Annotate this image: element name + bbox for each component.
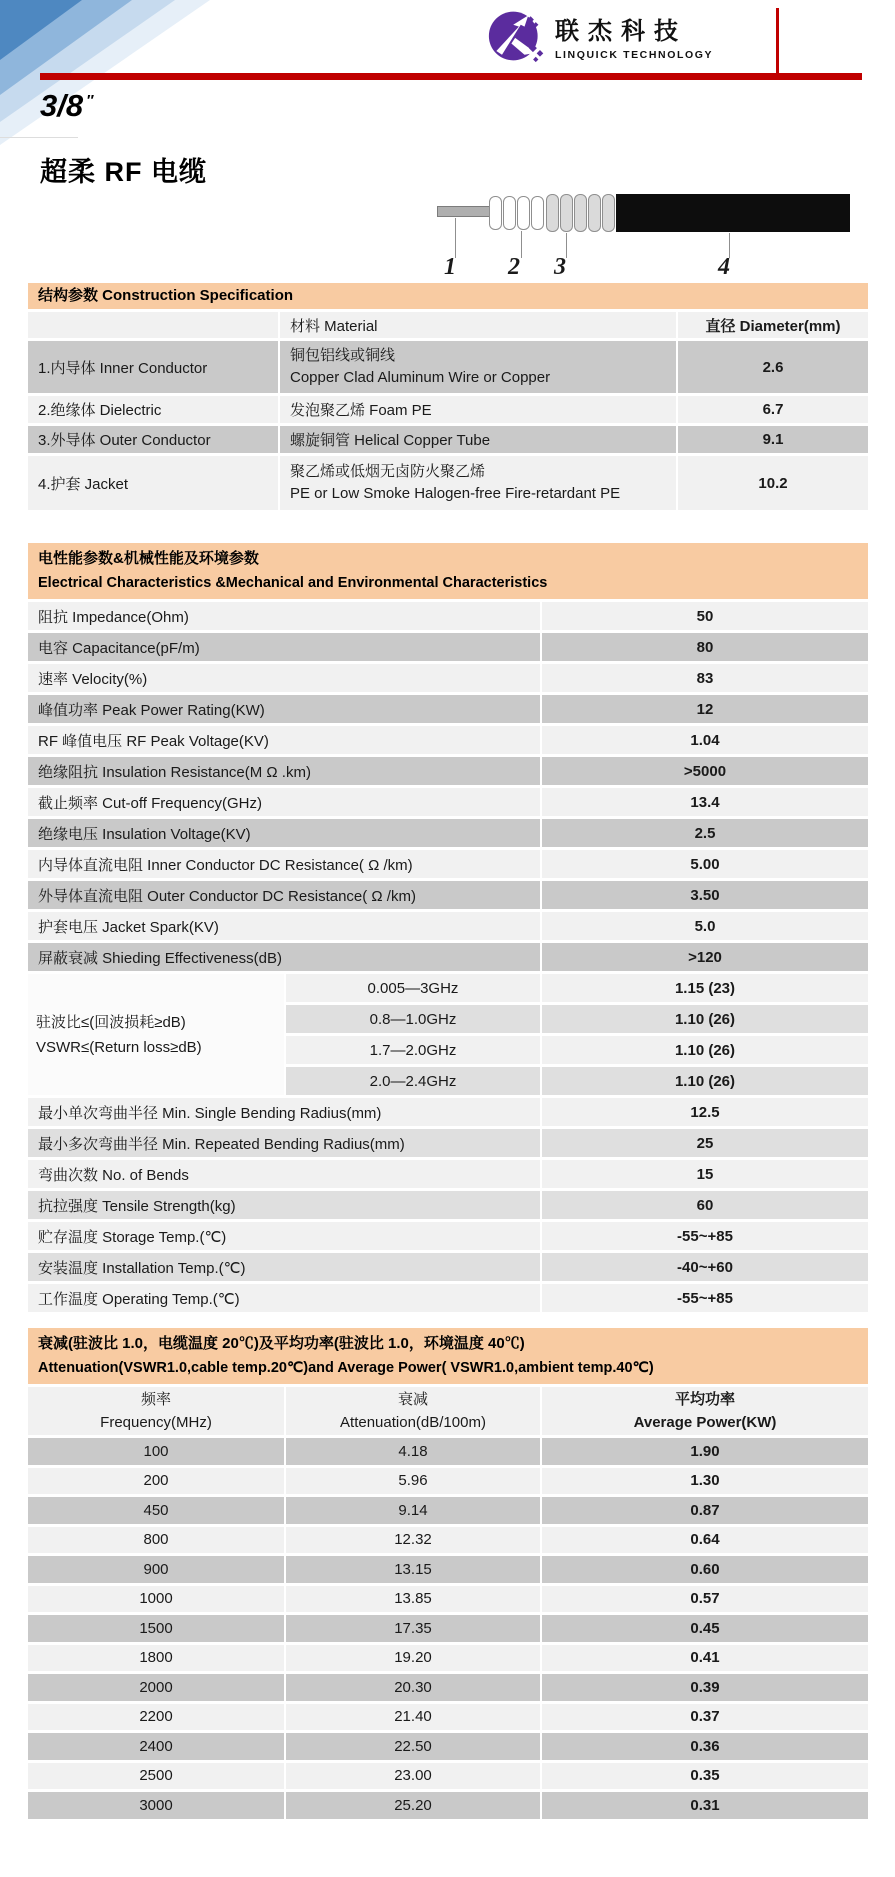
power-value: 0.37: [542, 1704, 868, 1731]
part-diameter: 6.7: [678, 396, 868, 423]
table-row: [28, 664, 868, 692]
vswr-value: 1.15 (23): [542, 974, 868, 1002]
cable-diagram: [0, 0, 895, 290]
spec-label: 峰值功率 Peak Power Rating(KW): [28, 695, 540, 723]
power-value: 0.35: [542, 1763, 868, 1790]
table-row: [28, 1222, 868, 1250]
part-number-label: 1: [444, 254, 456, 280]
attenuation-value: 9.14: [286, 1497, 540, 1524]
spec-label: 工作温度 Operating Temp.(℃): [28, 1284, 540, 1312]
table-row: [28, 1763, 868, 1790]
attenuation-value: 20.30: [286, 1674, 540, 1701]
table-row: [28, 602, 868, 630]
spec-value: >5000: [542, 757, 868, 785]
power-value: 0.41: [542, 1645, 868, 1672]
vswr-value: 1.10 (26): [542, 1067, 868, 1095]
table-row: [28, 426, 868, 453]
power-value: 0.45: [542, 1615, 868, 1642]
attenuation-value: 22.50: [286, 1733, 540, 1760]
frequency-value: 200: [28, 1468, 284, 1495]
part-diameter: 9.1: [678, 426, 868, 453]
spec-value: 5.00: [542, 850, 868, 878]
section-title-en: Attenuation(VSWR1.0,cable temp.20℃)and Average Power( VSWR1.0,ambient temp.40℃): [38, 1360, 654, 1376]
table-row: [28, 1284, 868, 1312]
vswr-label-cn: 驻波比≤(回波损耗≥dB): [36, 1013, 186, 1031]
section-title: 结构参数 Construction Specification: [38, 287, 294, 304]
table-row: [28, 1704, 868, 1731]
attenuation-table: [28, 1328, 868, 1822]
table-row: [28, 912, 868, 940]
spec-value: >120: [542, 943, 868, 971]
spec-value: -55~+85: [542, 1222, 868, 1250]
spec-label: 弯曲次数 No. of Bends: [28, 1160, 540, 1188]
spec-label: 绝缘电压 Insulation Voltage(KV): [28, 819, 540, 847]
electrical-section-header: [28, 543, 868, 599]
table-row: [28, 1674, 868, 1701]
outer-conductor-graphic: [546, 194, 615, 232]
diameter-column-header: 直径 Diameter(mm): [678, 312, 868, 338]
table-row: [28, 1733, 868, 1760]
spec-label: 安装温度 Installation Temp.(℃): [28, 1253, 540, 1281]
table-row: [28, 757, 868, 785]
attenuation-value: 5.96: [286, 1468, 540, 1495]
spec-label: 贮存温度 Storage Temp.(℃): [28, 1222, 540, 1250]
part-material: 螺旋铜管 Helical Copper Tube: [280, 426, 676, 453]
dielectric-graphic: [489, 196, 544, 230]
spec-label: 速率 Velocity(%): [28, 664, 540, 692]
power-value: 0.57: [542, 1586, 868, 1613]
power-column-header: [542, 1387, 868, 1435]
vswr-label: [28, 974, 284, 1095]
table-row: [28, 695, 868, 723]
construction-table: [28, 283, 868, 513]
table-row: [28, 850, 868, 878]
spec-value: 12: [542, 695, 868, 723]
frequency-value: 1800: [28, 1645, 284, 1672]
part-material: [280, 341, 676, 393]
power-value: 1.30: [542, 1468, 868, 1495]
attenuation-value: 17.35: [286, 1615, 540, 1642]
part-name: 4.护套 Jacket: [28, 456, 278, 510]
attenuation-value: 21.40: [286, 1704, 540, 1731]
part-diameter: 2.6: [678, 341, 868, 393]
power-value: 0.39: [542, 1674, 868, 1701]
table-row: [28, 1615, 868, 1642]
spec-label: 屏蔽衰减 Shieding Effectiveness(dB): [28, 943, 540, 971]
attenuation-value: 19.20: [286, 1645, 540, 1672]
table-row: [28, 456, 868, 510]
frequency-value: 3000: [28, 1792, 284, 1819]
table-row: [28, 881, 868, 909]
part-number-label: 3: [554, 254, 566, 280]
construction-section-header: [28, 283, 868, 309]
spec-label: 绝缘阻抗 Insulation Resistance(M Ω .km): [28, 757, 540, 785]
table-row: [28, 943, 868, 971]
material-cn: 聚乙烯或低烟无卤防火聚乙烯: [290, 463, 486, 480]
jacket-graphic: [616, 194, 850, 232]
table-row: [28, 1556, 868, 1583]
spec-value: 80: [542, 633, 868, 661]
attenuation-value: 13.15: [286, 1556, 540, 1583]
spec-label: RF 峰值电压 RF Peak Voltage(KV): [28, 726, 540, 754]
col-header-en: Average Power(KW): [633, 1414, 777, 1431]
table-row: [28, 1129, 868, 1157]
spec-value: -55~+85: [542, 1284, 868, 1312]
table-row: [28, 819, 868, 847]
table-row: [28, 1497, 868, 1524]
spec-label: 抗拉强度 Tensile Strength(kg): [28, 1191, 540, 1219]
spec-value: -40~+60: [542, 1253, 868, 1281]
table-row: [28, 1468, 868, 1495]
material-column-header: 材料 Material: [280, 312, 676, 338]
spec-label: 最小单次弯曲半径 Min. Single Bending Radius(mm): [28, 1098, 540, 1126]
power-value: 1.90: [542, 1438, 868, 1465]
attenuation-value: 12.32: [286, 1527, 540, 1554]
table-row: [28, 1191, 868, 1219]
col-header-cn: 频率: [140, 1391, 171, 1408]
part-number-label: 2: [508, 254, 520, 280]
power-value: 0.87: [542, 1497, 868, 1524]
vswr-freq: 1.7—2.0GHz: [286, 1036, 540, 1064]
part-material: [280, 456, 676, 510]
attenuation-header-row: [28, 1387, 868, 1435]
material-en: PE or Low Smoke Halogen-free Fire-retardant PE: [290, 485, 621, 502]
table-row: [28, 1098, 868, 1126]
spec-value: 2.5: [542, 819, 868, 847]
spec-value: 13.4: [542, 788, 868, 816]
vswr-freq: 0.005—3GHz: [286, 974, 540, 1002]
part-name: 3.外导体 Outer Conductor: [28, 426, 278, 453]
frequency-value: 900: [28, 1556, 284, 1583]
table-row: [28, 1160, 868, 1188]
frequency-value: 2500: [28, 1763, 284, 1790]
frequency-value: 1500: [28, 1615, 284, 1642]
electrical-table: [28, 543, 868, 1315]
attenuation-value: 13.85: [286, 1586, 540, 1613]
vswr-label-en: VSWR≤(Return loss≥dB): [36, 1038, 202, 1056]
frequency-value: 800: [28, 1527, 284, 1554]
frequency-value: 100: [28, 1438, 284, 1465]
spec-label: 截止频率 Cut-off Frequency(GHz): [28, 788, 540, 816]
col-header-en: Frequency(MHz): [100, 1414, 212, 1431]
spec-label: 最小多次弯曲半径 Min. Repeated Bending Radius(mm): [28, 1129, 540, 1157]
power-value: 0.60: [542, 1556, 868, 1583]
material-en: Copper Clad Aluminum Wire or Copper: [290, 369, 551, 386]
inch-mark: ″: [86, 91, 94, 109]
table-row: [28, 1438, 868, 1465]
attenuation-value: 4.18: [286, 1438, 540, 1465]
company-name-cn: 联杰科技: [555, 18, 687, 45]
col-header-en: Attenuation(dB/100m): [340, 1414, 486, 1431]
power-value: 0.31: [542, 1792, 868, 1819]
product-title: 超柔 RF 电缆: [40, 157, 207, 187]
table-row: [28, 788, 868, 816]
spec-value: 50: [542, 602, 868, 630]
frequency-column-header: [28, 1387, 284, 1435]
company-name-en: LINQUICK TECHNOLOGY: [555, 49, 714, 61]
vswr-freq: 0.8—1.0GHz: [286, 1005, 540, 1033]
table-row: [28, 396, 868, 423]
blank-header-cell: [28, 312, 278, 338]
spec-value: 25: [542, 1129, 868, 1157]
frequency-value: 2000: [28, 1674, 284, 1701]
spec-label: 阻抗 Impedance(Ohm): [28, 602, 540, 630]
frequency-value: 1000: [28, 1586, 284, 1613]
vswr-value: 1.10 (26): [542, 1036, 868, 1064]
material-cn: 铜包铝线或铜线: [290, 347, 396, 364]
part-diameter: 10.2: [678, 456, 868, 510]
spec-value: 3.50: [542, 881, 868, 909]
col-header-cn: 衰减: [397, 1391, 428, 1408]
spec-value: 60: [542, 1191, 868, 1219]
spec-label: 护套电压 Jacket Spark(KV): [28, 912, 540, 940]
section-title-cn: 电性能参数&机械性能及环境参数: [38, 550, 259, 567]
power-value: 0.64: [542, 1527, 868, 1554]
table-row: [28, 633, 868, 661]
col-header-cn: 平均功率: [674, 1391, 735, 1408]
leader-line-1: [455, 218, 456, 258]
vswr-value: 1.10 (26): [542, 1005, 868, 1033]
table-row: [28, 1792, 868, 1819]
construction-header-row: [28, 312, 868, 338]
frequency-value: 450: [28, 1497, 284, 1524]
section-title-cn: 衰减(驻波比 1.0，电缆温度 20℃)及平均功率(驻波比 1.0，环境温度 40℃): [38, 1335, 525, 1352]
vswr-block: [28, 974, 868, 1095]
attenuation-section-header: [28, 1328, 868, 1384]
inner-conductor-graphic: [437, 206, 491, 217]
attenuation-value: 25.20: [286, 1792, 540, 1819]
spec-value: 83: [542, 664, 868, 692]
table-row: [28, 1645, 868, 1672]
spec-label: 内导体直流电阻 Inner Conductor DC Resistance( Ω /km): [28, 850, 540, 878]
spec-value: 12.5: [542, 1098, 868, 1126]
part-number-label: 4: [718, 254, 730, 280]
table-row: [28, 1527, 868, 1554]
spec-value: 5.0: [542, 912, 868, 940]
table-row: [28, 726, 868, 754]
part-material: 发泡聚乙烯 Foam PE: [280, 396, 676, 423]
attenuation-value: 23.00: [286, 1763, 540, 1790]
leader-line-2: [521, 231, 522, 258]
spec-value: 15: [542, 1160, 868, 1188]
power-value: 0.36: [542, 1733, 868, 1760]
part-name: 1.内导体 Inner Conductor: [28, 341, 278, 393]
section-title-en: Electrical Characteristics &Mechanical and Environmental Characteristics: [38, 575, 548, 591]
table-row: [28, 1586, 868, 1613]
spec-label: 电容 Capacitance(pF/m): [28, 633, 540, 661]
frequency-value: 2400: [28, 1733, 284, 1760]
vswr-freq: 2.0—2.4GHz: [286, 1067, 540, 1095]
frequency-value: 2200: [28, 1704, 284, 1731]
attenuation-column-header: [286, 1387, 540, 1435]
part-name: 2.绝缘体 Dielectric: [28, 396, 278, 423]
spec-label: 外导体直流电阻 Outer Conductor DC Resistance( Ω /km): [28, 881, 540, 909]
leader-line-3: [566, 233, 567, 258]
table-row: [28, 341, 868, 393]
spec-value: 1.04: [542, 726, 868, 754]
cable-size-value: 3/8: [40, 88, 84, 123]
table-row: [28, 1253, 868, 1281]
